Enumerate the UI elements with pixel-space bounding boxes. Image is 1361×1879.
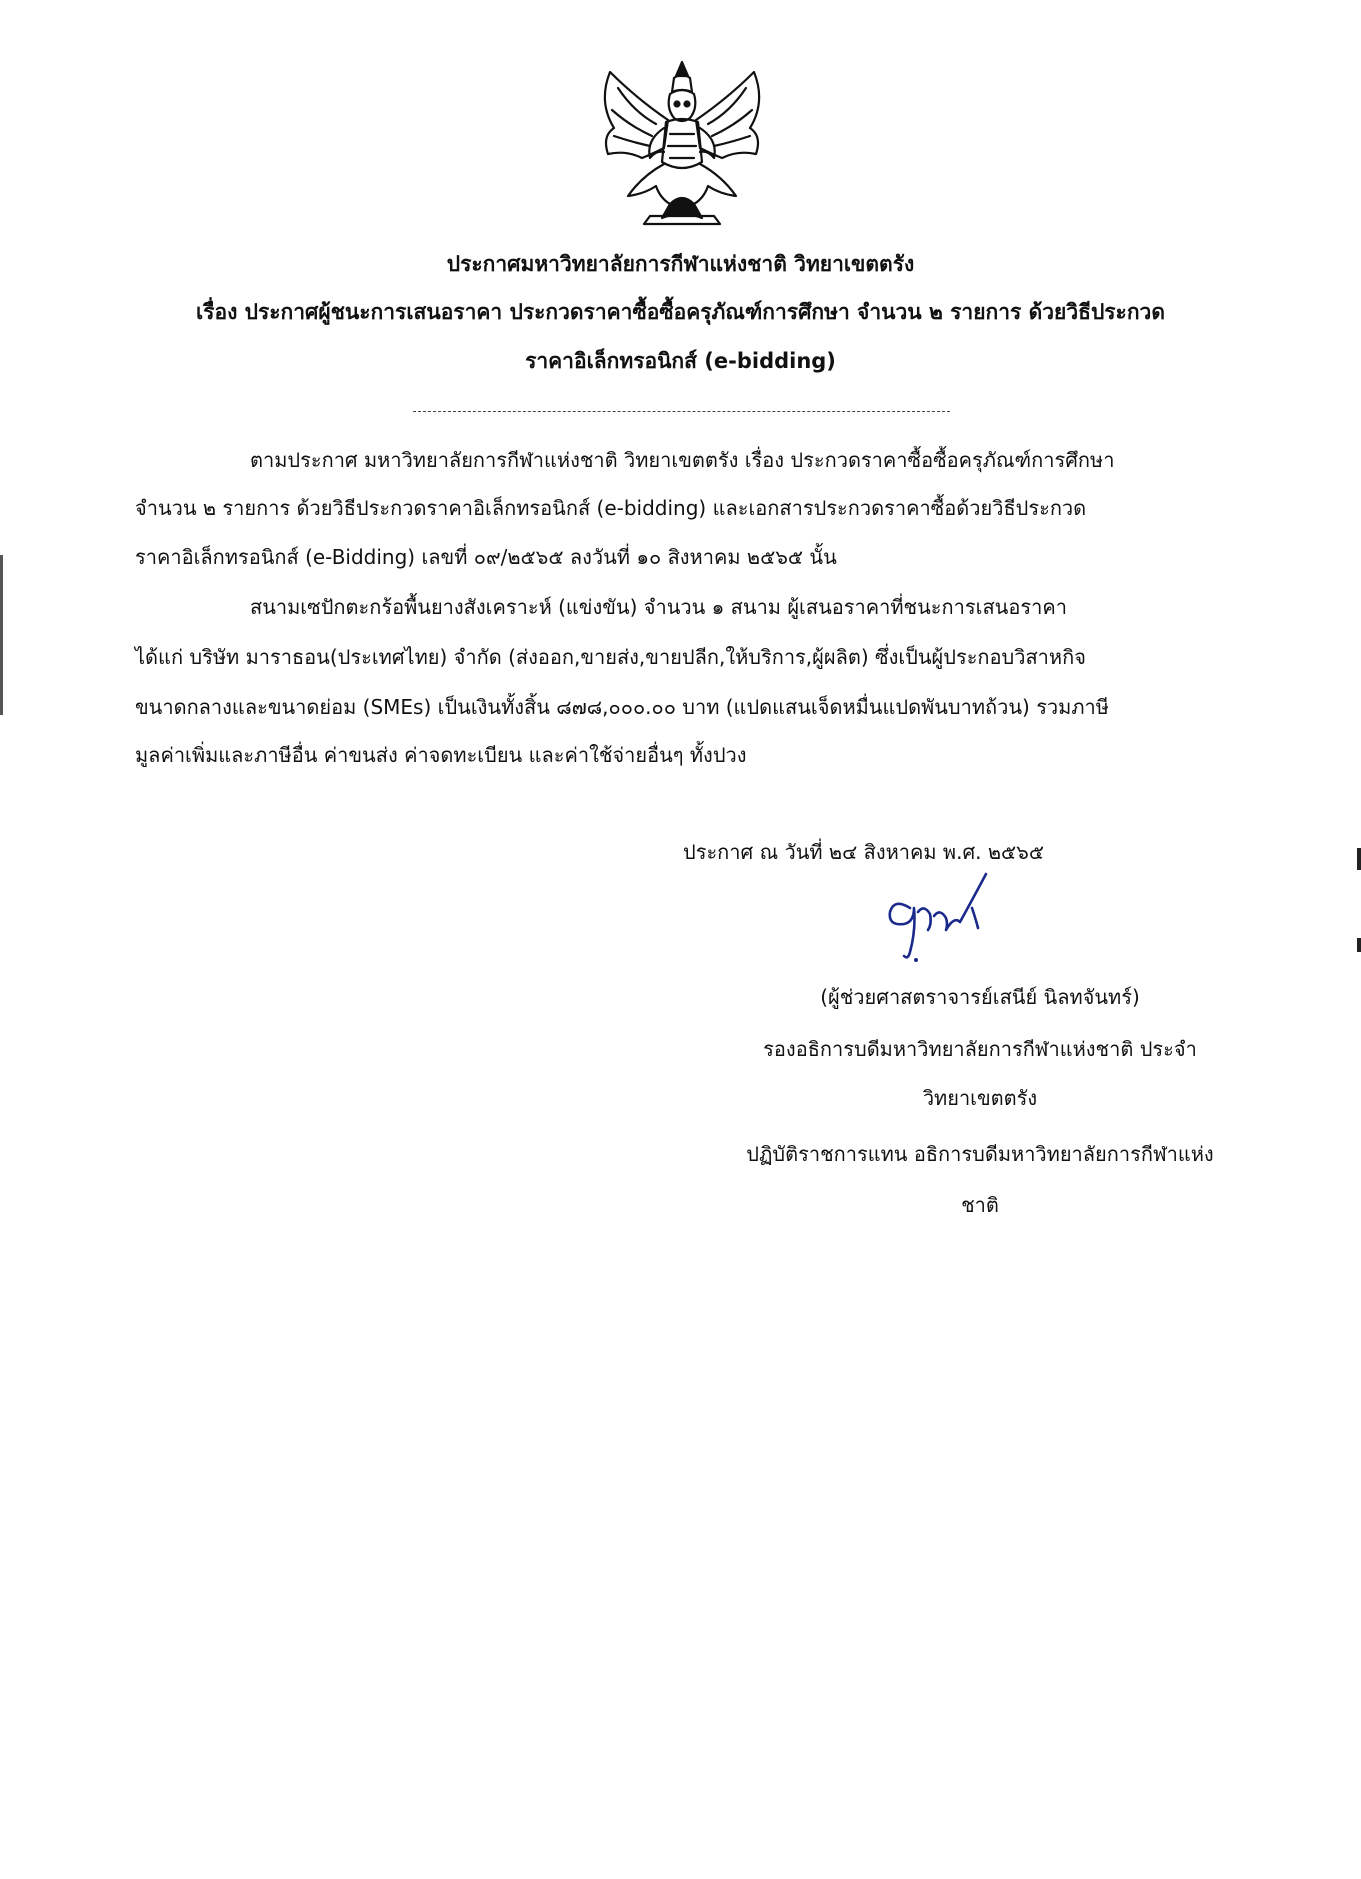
paragraph-1-line-1: ตามประกาศ มหาวิทยาลัยการกีฬาแห่งชาติ วิทยาเขตตรัง เรื่อง ประกวดราคาซื้อซื้อครุภัณฑ์การศึกษา [250, 448, 1115, 472]
paragraph-1-line-3: ราคาอิเล็กทรอนิกส์ (e-Bidding) เลขที่ ๐๙/๒๕๖๕ ลงวันที่ ๑๐ สิงหาคม ๒๕๖๕ นั้น [135, 545, 837, 569]
handwritten-signature-icon [880, 868, 1010, 964]
announcement-title: ประกาศมหาวิทยาลัยการกีฬาแห่งชาติ วิทยาเขตตรัง [446, 252, 915, 276]
title-separator [413, 411, 950, 412]
paragraph-2-line-4: มูลค่าเพิ่มและภาษีอื่น ค่าขนส่ง ค่าจดทะเบียน และค่าใช้จ่ายอื่นๆ ทั้งปวง [135, 743, 747, 767]
signer-position-line-4: ชาติ [961, 1193, 999, 1217]
announcement-date: ประกาศ ณ วันที่ ๒๔ สิงหาคม พ.ศ. ๒๕๖๕ [683, 840, 1045, 864]
scan-edge-mark-right-1 [1357, 848, 1361, 870]
paragraph-1-line-2: จำนวน ๒ รายการ ด้วยวิธีประกวดราคาอิเล็กทรอนิกส์ (e-bidding) และเอกสารประกวดราคาซื้อด้วยวิธีประกวด [135, 496, 1087, 520]
signer-position-line-3: ปฏิบัติราชการแทน อธิการบดีมหาวิทยาลัยการกีฬาแห่ง [746, 1142, 1214, 1166]
signer-name: (ผู้ช่วยศาสตราจารย์เสนีย์ นิลทจันทร์) [820, 985, 1140, 1009]
scan-edge-mark-right-2 [1357, 938, 1361, 952]
paragraph-2-line-3: ขนาดกลางและขนาดย่อม (SMEs) เป็นเงินทั้งสิ้น ๘๗๘,๐๐๐.๐๐ บาท (แปดแสนเจ็ดหมื่นแปดพันบาทถ้วน) รวมภาษี [135, 695, 1109, 719]
garuda-emblem-icon [590, 58, 774, 228]
announcement-subject: เรื่อง ประกาศผู้ชนะการเสนอราคา ประกวดราคาซื้อซื้อครุภัณฑ์การศึกษา จำนวน ๒ รายการ ด้วยวิธีประกวด [196, 300, 1165, 324]
paragraph-2-line-1: สนามเซปักตะกร้อพื้นยางสังเคราะห์ (แข่งขัน) จำนวน ๑ สนาม ผู้เสนอราคาที่ชนะการเสนอราคา [250, 595, 1067, 619]
paragraph-2-line-2: ได้แก่ บริษัท มาราธอน(ประเทศไทย) จำกัด (ส่งออก,ขายส่ง,ขายปลีก,ให้บริการ,ผู้ผลิต) ซึ่งเป็นผู้ประกอบวิสาหกิจ [135, 645, 1086, 669]
signer-position-line-2: วิทยาเขตตรัง [922, 1086, 1038, 1110]
signer-position-line-1: รองอธิการบดีมหาวิทยาลัยการกีฬาแห่งชาติ ประจำ [763, 1037, 1197, 1061]
announcement-subject-continued: ราคาอิเล็กทรอนิกส์ (e-bidding) [525, 349, 836, 373]
scan-edge-mark-left [0, 555, 3, 715]
